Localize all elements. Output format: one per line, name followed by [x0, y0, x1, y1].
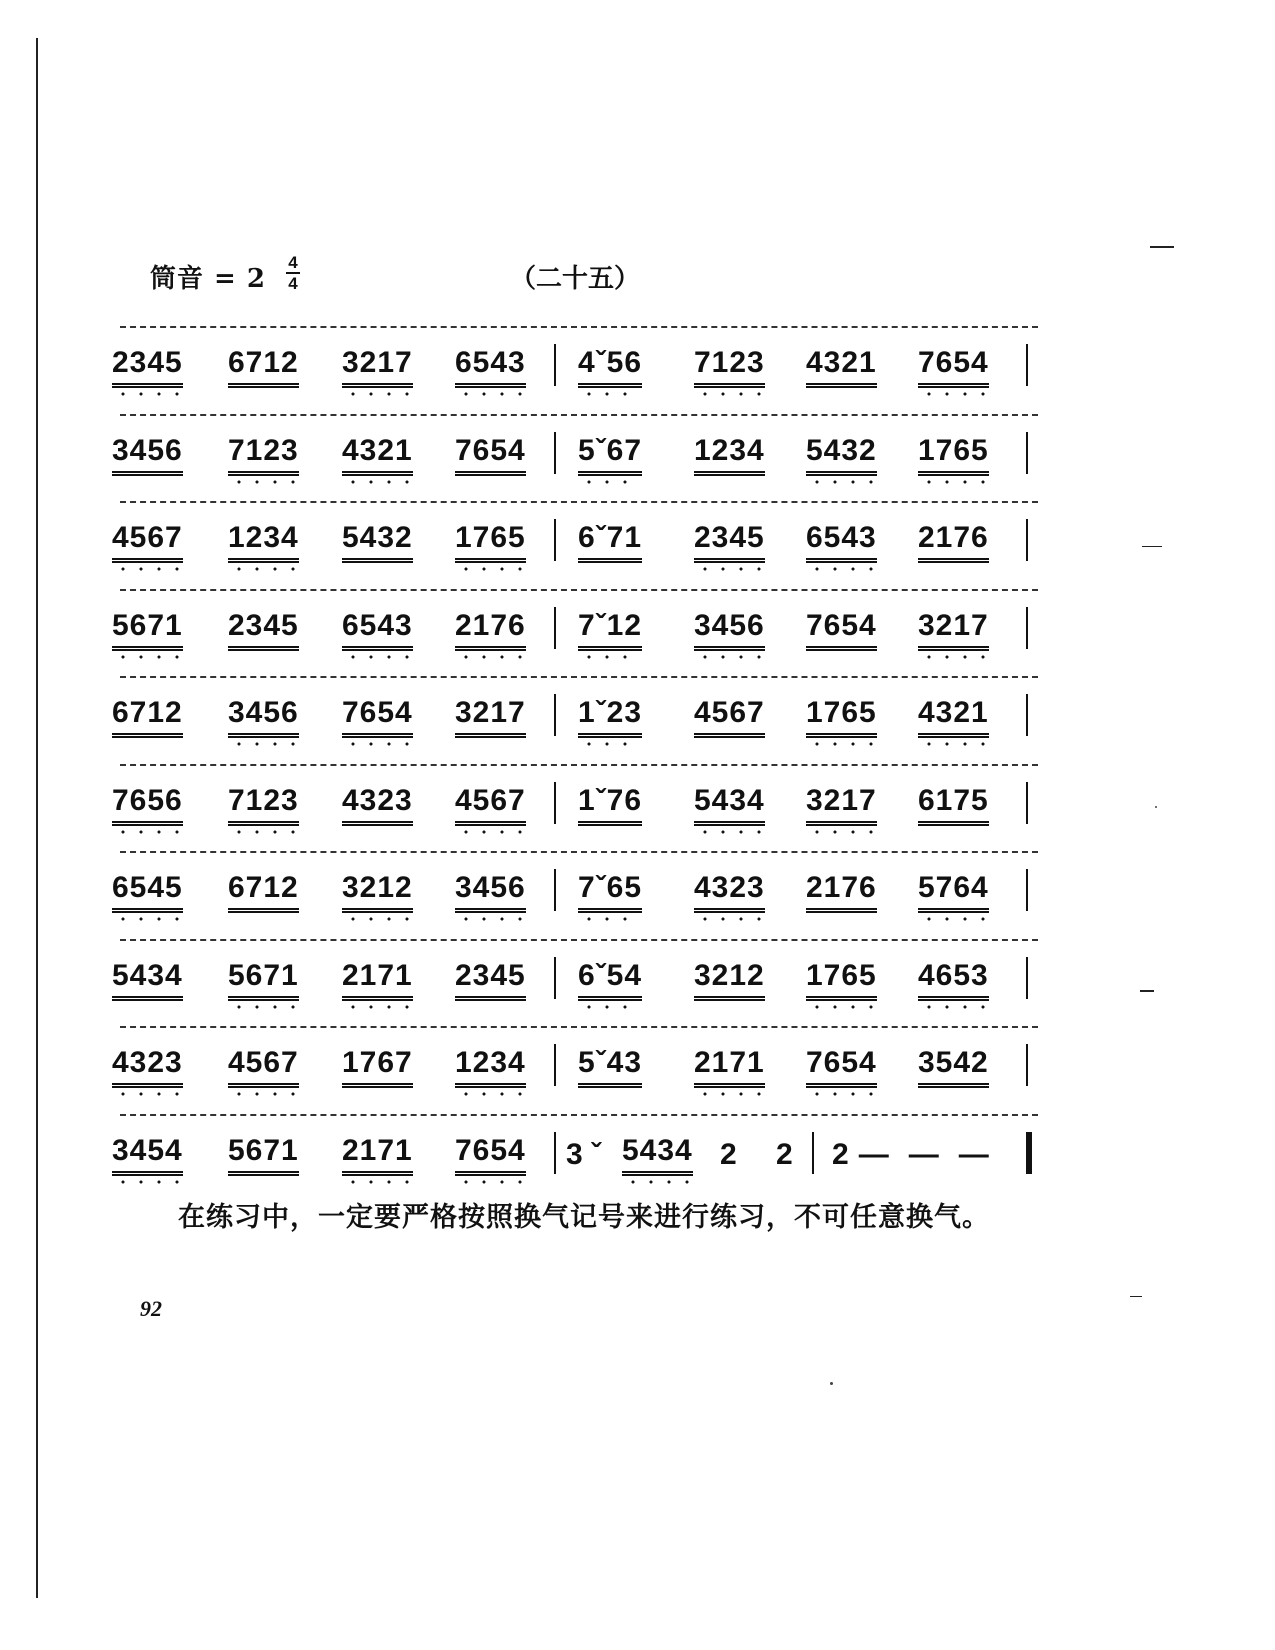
note-group: 6175	[918, 784, 989, 826]
bar-line	[554, 432, 556, 474]
octave-dots	[344, 1005, 411, 1009]
octave-dots	[920, 742, 987, 746]
octave-dots	[457, 917, 524, 921]
octave-dots	[808, 480, 875, 484]
scan-speck	[1155, 806, 1157, 808]
octave-dots	[114, 655, 181, 659]
phrase-line	[120, 1114, 1038, 1116]
note-cell	[112, 865, 183, 919]
note-cell	[228, 1040, 299, 1094]
note-cell	[694, 515, 765, 569]
octave-dots	[696, 392, 763, 396]
note-cell	[455, 1128, 526, 1182]
note-cell	[578, 340, 642, 394]
exercise-title: （二十五）	[510, 264, 641, 294]
note-cell	[918, 515, 989, 569]
edge-mark	[1150, 246, 1174, 248]
note-cell	[578, 515, 642, 569]
note-group: 4567	[112, 521, 183, 563]
note-cell	[342, 1128, 413, 1182]
octave-dots	[114, 1180, 181, 1184]
note-group: 6543	[806, 521, 877, 563]
note-cell	[694, 953, 765, 1007]
note-cell	[806, 690, 877, 744]
note-cell	[622, 1128, 693, 1182]
octave-dots	[457, 1092, 524, 1096]
note-group: 7123	[228, 784, 299, 826]
note-group: 6712	[228, 871, 299, 913]
note-cell	[578, 778, 642, 832]
note-group: 7ˇ65	[578, 871, 642, 913]
note-group: 7654	[455, 434, 526, 476]
note-group: 4323	[112, 1046, 183, 1088]
note-group: 7654	[455, 1134, 526, 1176]
phrase-line	[120, 414, 1038, 416]
note-cell	[342, 953, 413, 1007]
note-group: 3217	[342, 346, 413, 388]
note-group: 5434	[694, 784, 765, 826]
bar-line	[554, 519, 556, 561]
note-cell	[694, 340, 765, 394]
note-group: 3217	[806, 784, 877, 826]
bar-line	[1026, 432, 1028, 474]
octave-dots	[580, 917, 640, 921]
note-cell	[112, 1128, 183, 1182]
octave-dots	[344, 742, 411, 746]
octave-dots	[920, 1005, 987, 1009]
octave-dots	[580, 1005, 640, 1009]
note-group: 5434	[622, 1134, 693, 1176]
note-group: 7654	[918, 346, 989, 388]
note-group: 4567	[455, 784, 526, 826]
score-row	[112, 493, 1042, 581]
note-cell	[578, 428, 642, 482]
note-cell	[566, 1128, 601, 1182]
note-cell	[806, 953, 877, 1007]
edge-mark	[1142, 546, 1162, 547]
note-cell	[342, 865, 413, 919]
scan-speck	[830, 1382, 833, 1385]
ending-cell	[832, 1128, 999, 1182]
note-group: 2176	[806, 871, 877, 913]
octave-dots	[114, 1092, 181, 1096]
note-group: 4653	[918, 959, 989, 1001]
note-group: 7ˇ12	[578, 609, 642, 651]
note-cell	[112, 1040, 183, 1094]
octave-dots	[457, 830, 524, 834]
note-cell	[720, 1128, 737, 1182]
note-cell	[455, 515, 526, 569]
note-group: 4567	[228, 1046, 299, 1088]
note-cell	[694, 690, 765, 744]
phrase-line	[120, 589, 1038, 591]
octave-dots	[696, 567, 763, 571]
bar-line	[1026, 782, 1028, 824]
note-cell	[342, 340, 413, 394]
octave-dots	[696, 1092, 763, 1096]
phrase-line	[120, 326, 1038, 328]
note-cell	[578, 865, 642, 919]
note-group: 6712	[228, 346, 299, 388]
note-group: 1765	[806, 959, 877, 1001]
note-group: 4321	[918, 696, 989, 738]
octave-dots	[114, 917, 181, 921]
bar-line	[1026, 607, 1028, 649]
note-cell	[112, 603, 183, 657]
note-group: 5ˇ67	[578, 434, 642, 476]
note-cell	[806, 778, 877, 832]
note-group: 7654	[806, 609, 877, 651]
note: 3 ˇ	[566, 1137, 602, 1171]
note-cell	[342, 778, 413, 832]
note-cell	[694, 778, 765, 832]
octave-dots	[580, 480, 640, 484]
octave-dots	[344, 392, 411, 396]
octave-dots	[696, 655, 763, 659]
note-cell	[806, 515, 877, 569]
note-group: 5671	[112, 609, 183, 651]
octave-dots	[580, 392, 640, 396]
page-margin-line	[36, 38, 38, 1598]
final-note: 2	[832, 1137, 849, 1171]
bar-line	[1026, 957, 1028, 999]
octave-dots	[920, 480, 987, 484]
note-group: 3456	[228, 696, 299, 738]
note-group: 6543	[342, 609, 413, 651]
note-cell	[776, 1128, 793, 1182]
note-cell	[455, 953, 526, 1007]
note-cell	[228, 865, 299, 919]
bar-line	[554, 607, 556, 649]
note-group: 4321	[342, 434, 413, 476]
score-header	[150, 253, 1050, 298]
note-group: 7123	[694, 346, 765, 388]
score-row	[112, 931, 1042, 1019]
note: 2	[720, 1137, 737, 1171]
score-row	[112, 843, 1042, 931]
note-cell	[806, 428, 877, 482]
key-signature: 筒音 = 2	[150, 264, 266, 294]
note-cell	[578, 1040, 642, 1094]
music-score	[112, 318, 1042, 1193]
phrase-line	[120, 676, 1038, 678]
note-group: 6ˇ71	[578, 521, 642, 563]
note-cell	[918, 603, 989, 657]
note-group: 1234	[455, 1046, 526, 1088]
octave-dots	[920, 655, 987, 659]
octave-dots	[808, 567, 875, 571]
note-group: 7654	[342, 696, 413, 738]
note-cell	[694, 1040, 765, 1094]
note-cell	[455, 428, 526, 482]
note-cell	[694, 428, 765, 482]
bar-line	[554, 957, 556, 999]
score-row	[112, 1018, 1042, 1106]
octave-dots	[808, 1092, 875, 1096]
note-group: 1765	[455, 521, 526, 563]
octave-dots	[580, 742, 640, 746]
octave-dots	[230, 742, 297, 746]
note-group: 3217	[918, 609, 989, 651]
octave-dots	[808, 1005, 875, 1009]
note-cell	[918, 778, 989, 832]
note-group: 5434	[112, 959, 183, 1001]
octave-dots	[457, 655, 524, 659]
bar-line	[554, 1044, 556, 1086]
note-group: 2171	[694, 1046, 765, 1088]
octave-dots	[457, 567, 524, 571]
note-cell	[918, 428, 989, 482]
bar-line	[554, 694, 556, 736]
note-cell	[455, 1040, 526, 1094]
octave-dots	[114, 392, 181, 396]
note-group: 1234	[694, 434, 765, 476]
note-cell	[455, 690, 526, 744]
note-group: 1767	[342, 1046, 413, 1088]
note-cell	[228, 515, 299, 569]
note-cell	[806, 603, 877, 657]
note-cell	[228, 340, 299, 394]
note-group: 5671	[228, 959, 299, 1001]
phrase-line	[120, 939, 1038, 941]
bar-line	[1026, 344, 1028, 386]
note-cell	[228, 778, 299, 832]
octave-dots	[230, 830, 297, 834]
note-cell	[806, 1040, 877, 1094]
note-group: 3456	[694, 609, 765, 651]
bar-line	[1026, 1044, 1028, 1086]
note-group: 7654	[806, 1046, 877, 1088]
note-cell	[918, 690, 989, 744]
note-cell	[918, 953, 989, 1007]
octave-dots	[230, 480, 297, 484]
note-group: 2345	[455, 959, 526, 1001]
note-group: 3542	[918, 1046, 989, 1088]
note-group: 2176	[918, 521, 989, 563]
note-group: 1765	[918, 434, 989, 476]
note-group: 3217	[455, 696, 526, 738]
note-group: 2345	[112, 346, 183, 388]
note-cell	[455, 865, 526, 919]
note-group: 4323	[342, 784, 413, 826]
note-cell	[112, 340, 183, 394]
note-group: 6ˇ54	[578, 959, 642, 1001]
page-number: 92	[140, 1296, 162, 1321]
note-group: 2176	[455, 609, 526, 651]
note-cell	[342, 603, 413, 657]
note-group: 1765	[806, 696, 877, 738]
note-cell	[228, 690, 299, 744]
note-cell	[455, 778, 526, 832]
note-group: 5432	[342, 521, 413, 563]
note-cell	[578, 690, 642, 744]
bar-line	[554, 1132, 556, 1174]
octave-dots	[920, 917, 987, 921]
note-group: 1ˇ23	[578, 696, 642, 738]
octave-dots	[580, 655, 640, 659]
note-group: 3456	[455, 871, 526, 913]
note-group: 3212	[342, 871, 413, 913]
hold-dash: —	[958, 1137, 989, 1171]
score-row	[112, 406, 1042, 494]
note-cell	[578, 603, 642, 657]
note-cell	[342, 515, 413, 569]
octave-dots	[230, 567, 297, 571]
bar-line	[554, 344, 556, 386]
bar-line	[554, 782, 556, 824]
note-group: 5764	[918, 871, 989, 913]
final-bar-line	[1026, 1132, 1032, 1174]
hold-dash: —	[858, 1137, 889, 1171]
octave-dots	[344, 1180, 411, 1184]
note-cell	[112, 690, 183, 744]
octave-dots	[230, 1092, 297, 1096]
note-group: 4ˇ56	[578, 346, 642, 388]
note-group: 5ˇ43	[578, 1046, 642, 1088]
octave-dots	[114, 567, 181, 571]
note-group: 5432	[806, 434, 877, 476]
note-cell	[112, 778, 183, 832]
note-cell	[228, 1128, 299, 1182]
octave-dots	[624, 1180, 691, 1184]
note-cell	[694, 865, 765, 919]
bar-line	[812, 1132, 814, 1174]
phrase-line	[120, 764, 1038, 766]
note-cell	[228, 603, 299, 657]
octave-dots	[230, 1005, 297, 1009]
octave-dots	[920, 392, 987, 396]
bar-line	[1026, 869, 1028, 911]
octave-dots	[696, 830, 763, 834]
hold-dash: —	[908, 1137, 939, 1171]
instruction-text: 在练习中，一定要严格按照换气记号来进行练习，不可任意换气。	[178, 1202, 990, 1233]
note-group: 5671	[228, 1134, 299, 1176]
note-cell	[918, 340, 989, 394]
score-row	[112, 668, 1042, 756]
edge-mark	[1130, 1296, 1142, 1297]
phrase-line	[120, 501, 1038, 503]
note-cell	[112, 515, 183, 569]
score-row	[112, 581, 1042, 669]
note-group: 1234	[228, 521, 299, 563]
note-cell	[806, 340, 877, 394]
note-cell	[694, 603, 765, 657]
octave-dots	[457, 392, 524, 396]
score-row	[112, 318, 1042, 406]
note-cell	[806, 865, 877, 919]
octave-dots	[344, 655, 411, 659]
bar-line	[1026, 519, 1028, 561]
octave-dots	[808, 830, 875, 834]
note-cell	[342, 428, 413, 482]
time-signature	[286, 254, 300, 292]
note-group: 3454	[112, 1134, 183, 1176]
note-group: 4567	[694, 696, 765, 738]
note-cell	[342, 690, 413, 744]
phrase-line	[120, 1026, 1038, 1028]
note-group: 2171	[342, 1134, 413, 1176]
octave-dots	[808, 742, 875, 746]
note-cell	[112, 953, 183, 1007]
bar-line	[554, 869, 556, 911]
edge-mark	[1140, 990, 1154, 992]
note-cell	[918, 1040, 989, 1094]
note-group: 7123	[228, 434, 299, 476]
note-cell	[918, 865, 989, 919]
note: 2	[776, 1137, 793, 1171]
octave-dots	[344, 917, 411, 921]
time-signature-top: 4	[288, 253, 298, 272]
note-group: 1ˇ76	[578, 784, 642, 826]
note-cell	[342, 1040, 413, 1094]
note-group: 3212	[694, 959, 765, 1001]
score-row	[112, 1106, 1042, 1194]
note-group: 2345	[228, 609, 299, 651]
note-group: 4321	[806, 346, 877, 388]
note-group: 4323	[694, 871, 765, 913]
time-signature-bottom: 4	[288, 274, 298, 293]
note-group: 3456	[112, 434, 183, 476]
octave-dots	[344, 480, 411, 484]
score-row	[112, 756, 1042, 844]
note-cell	[455, 603, 526, 657]
note-group: 6543	[455, 346, 526, 388]
note-cell	[228, 428, 299, 482]
note-cell	[112, 428, 183, 482]
octave-dots	[696, 917, 763, 921]
note-cell	[228, 953, 299, 1007]
note-cell	[578, 953, 642, 1007]
note-group: 7656	[112, 784, 183, 826]
bar-line	[1026, 694, 1028, 736]
octave-dots	[457, 1180, 524, 1184]
note-group: 6545	[112, 871, 183, 913]
note-group: 6712	[112, 696, 183, 738]
note-cell	[455, 340, 526, 394]
phrase-line	[120, 851, 1038, 853]
note-group: 2345	[694, 521, 765, 563]
octave-dots	[114, 830, 181, 834]
note-group: 2171	[342, 959, 413, 1001]
